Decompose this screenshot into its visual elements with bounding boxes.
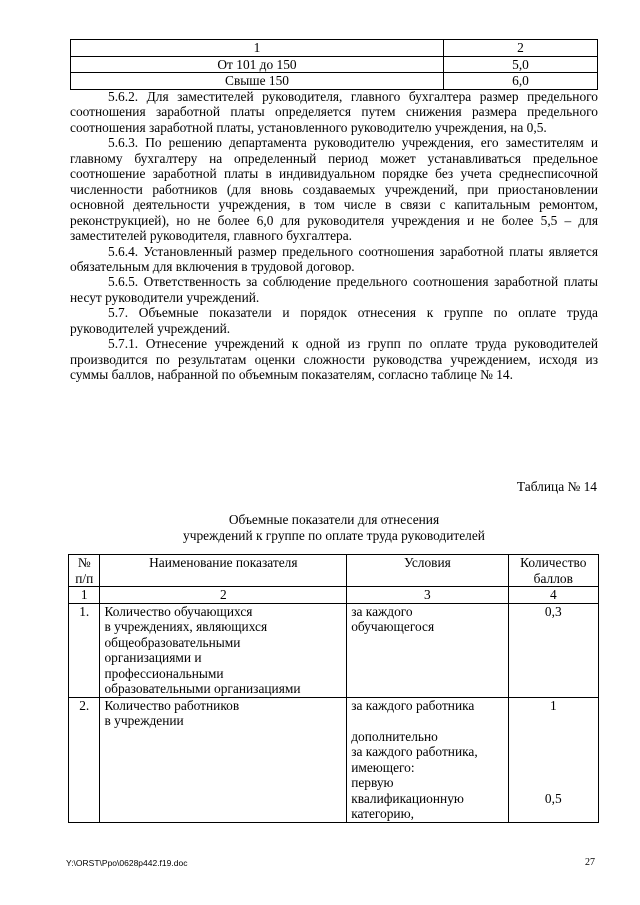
table-row: [71, 73, 598, 90]
indicator-condition: за каждого работника дополнительно за каждого работника, имеющего: первую квалификационную категорию,: [347, 697, 508, 822]
paragraph-5-6-3: 5.6.3. По решению департамента руководителю учреждения, его заместителям и главному бухгалтеру на определенный период может устанавливаться предельное соотношение заработной платы в индивидуальном порядке без учета среднесписочной численности работников (для вновь создаваемых учреждений, при приостановлении основной деятельности учреждения, в том числе в связи с капитальным ремонтом, реконструкцией), но не более 6,0 для руководителя учреждения и не более 5,5 – для заместителей руководителя, главного бухгалтера.: [70, 135, 598, 244]
indicator-points: 0,3: [508, 603, 598, 697]
table-cell: 3: [347, 587, 508, 604]
table-index-row: [69, 587, 599, 604]
table-row: [71, 40, 598, 57]
table-cell: От 101 до 150: [71, 56, 444, 73]
row-number: 2.: [69, 697, 100, 822]
header-num: № п/п: [69, 555, 100, 587]
table-title: [70, 512, 598, 543]
paragraph-5-7: 5.7. Объемные показатели и порядок отнесения к группе по оплате труда руководителей учреждений.: [70, 305, 598, 336]
table-header-row: [69, 555, 599, 587]
table-cell: 1: [71, 40, 444, 57]
paragraph-5-7-1: 5.7.1. Отнесение учреждений к одной из групп по оплате труда руководителей производится по результатам оценки сложности руководства учреждением, исходя из суммы баллов, набранной по объемным показателям, согласно таблице № 14.: [70, 336, 598, 383]
indicator-condition: за каждого обучающегося: [347, 603, 508, 697]
paragraph-5-6-2: 5.6.2. Для заместителей руководителя, главного бухгалтера размер предельного соотношения заработной платы определяется путем снижения размера предельного соотношения заработной платы, установленного руководителю учреждения, на 0,5.: [70, 89, 598, 135]
table-cell: 1: [69, 587, 100, 604]
header-name: Наименование показателя: [100, 555, 347, 587]
body-text: [70, 89, 598, 383]
table-row: [71, 56, 598, 73]
top-table: [70, 39, 598, 90]
table-cell: 5,0: [444, 56, 598, 73]
indicator-name: Количество работников в учреждении: [100, 697, 347, 822]
table-title-line: учреждений к группе по оплате труда руководителей: [183, 527, 485, 543]
table-cell: 2: [100, 587, 347, 604]
paragraph-5-6-4: 5.6.4. Установленный размер предельного соотношения заработной платы является обязательным для включения в трудовой договор.: [70, 243, 598, 274]
table-caption: Таблица № 14: [516, 479, 597, 494]
table-row: [69, 603, 599, 697]
footer-page-number: 27: [585, 857, 595, 868]
header-points: Количество баллов: [508, 555, 598, 587]
table-row: [69, 697, 599, 822]
header-conditions: Условия: [347, 555, 508, 587]
row-number: 1.: [69, 603, 100, 697]
table-cell: 2: [444, 40, 598, 57]
table-cell: 4: [508, 587, 598, 604]
indicator-name: Количество обучающихся в учреждениях, являющихся общеобразовательными организациями и профессиональными образовательными организациями: [100, 603, 347, 697]
paragraph-5-6-5: 5.6.5. Ответственность за соблюдение предельного соотношения заработной платы несут руководители учреждений.: [70, 274, 598, 305]
indicator-points: 1 0,5: [508, 697, 598, 822]
table-cell: 6,0: [444, 73, 598, 90]
footer-file-path: Y:\ORST\Ppo\0628p442.f19.doc: [66, 858, 188, 868]
indicators-table: [68, 554, 599, 823]
table-cell: Свыше 150: [71, 73, 444, 90]
table-title-line: Объемные показатели для отнесения: [228, 512, 440, 527]
